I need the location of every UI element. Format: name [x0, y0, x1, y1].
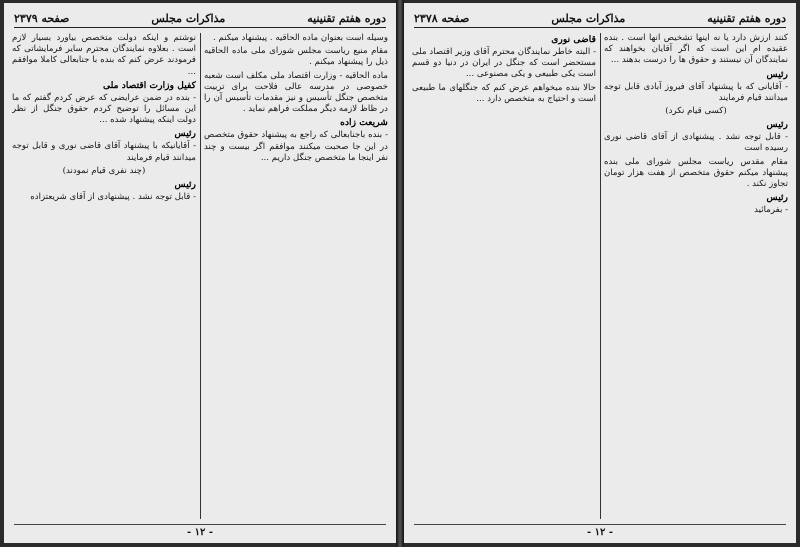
paragraph: کنند ارزش دارد یا نه اینها تشخیص آنها است . بنده عقیده ام این است که اگر آقایان بخواهند که نمایندگان آن نیستند و حقوق ها را درست بدهند ...: [604, 33, 788, 66]
right-page-right-column: [604, 33, 788, 521]
left-page-left-column: [12, 33, 196, 521]
speaker-name: رئیس: [174, 128, 196, 140]
paragraph: - قابل توجه نشد . پیشنهادی از آقای شریعتزاده: [30, 192, 196, 203]
paragraph: - بنده باجنابعالی که راجع به پیشنهاد حقوق متخصص در این جا صحبت میکنند موافقم اگر بیست و چند نفر اینجا ما متخصص جنگل داریم ...: [204, 130, 388, 163]
right-page-header: [414, 9, 786, 28]
speaker-name: رئیس: [766, 192, 788, 204]
page-number-label: صفحه ۲۳۷۸: [414, 11, 470, 25]
paragraph: - قابل توجه نشد . پیشنهادی از آقای قاضی نوری رسیده است: [604, 132, 788, 154]
left-page-header: [14, 9, 386, 28]
paragraph: مقام مقدس ریاست مجلس شورای ملی بنده پیشنهاد میکنم حقوق متخصص از هفت هزار تومان تجاوز نکند .: [604, 156, 788, 190]
paragraph: - بفرمائید: [754, 205, 788, 216]
running-head-period: دوره هفتم تقنینیه: [307, 11, 386, 25]
paragraph: حالا بنده میخواهم عرض کنم که جنگلهای ما طبیعی است و احتیاج به متخصص دارد ...: [412, 82, 596, 104]
paragraph: - آقایانیکه با پیشنهاد آقای قاضی نوری و قابل توجه میدانند قیام فرمایند: [12, 141, 196, 163]
speaker-name: شریعت زاده: [340, 117, 388, 129]
left-page-right-column: [204, 33, 388, 521]
page-number-label: صفحه ۲۳۷۹: [14, 11, 70, 25]
speaker-name: رئیس: [174, 179, 196, 191]
paragraph: - بنده در ضمن عرایضی که عرض کردم گفتم که ما این مسائل را توضیح کردم حقوق جنگل از نظر دولت اینکه پیشنهاد شده ...: [12, 92, 196, 126]
running-head-period: دوره هفتم تقنینیه: [707, 11, 786, 25]
paragraph: - البته خاطر نمایندگان محترم آقای وزیر اقتصاد ملی مستحضر است که جنگل در ایران در دنیا دو قسم است یکی طبیعی و یکی مصنوعی ...: [412, 47, 596, 80]
speaker-name: رئیس: [766, 119, 788, 131]
paragraph: - آقایانی که با پیشنهاد آقای فیروز آبادی قابل توجه میدانند قیام فرمایند: [604, 81, 788, 103]
footer-rule: [414, 524, 786, 525]
paragraph: مقام منیع ریاست مجلس شورای ملی ماده الحاقیه ذیل را پیشنهاد میکنم .: [204, 46, 388, 68]
paragraph: (کسی قیام نکرد): [665, 106, 727, 117]
paragraph: وسیله است بعنوان ماده الحاقیه . پیشنهاد میکنم .: [213, 33, 388, 43]
paragraph: ماده الحاقیه - وزارت اقتصاد ملی مکلف است شعبه خصوصی در مدرسه عالی فلاحت برای تربیت متخصص جنگل تأسیس و نیز مقدمات تأسیس آن را در ظاظ لازمه دیگر مملکت فراهم نماید .: [204, 70, 388, 115]
running-head-title: مذاکرات مجلس: [551, 11, 626, 25]
speaker-name: قاضی نوری: [551, 34, 596, 45]
speaker-name: رئیس: [766, 68, 788, 80]
page-footer-number: - ۱۲ -: [586, 527, 613, 538]
left-page: [4, 3, 396, 543]
paragraph: (چند نفری قیام نمودند): [62, 165, 146, 176]
right-page-columns: [412, 33, 788, 521]
paragraph: نوشتم و اینکه دولت متخصص بیاورد بسیار لازم است . بعلاوه نمایندگان محترم سایر فرمایشاتی که فرمودند عرض کنم که بنده با جنابعالی کاملا موافقم ...: [12, 33, 196, 77]
page-footer-number: - ۱۲ -: [186, 527, 213, 538]
book-gutter: [396, 0, 404, 547]
running-head-title: مذاکرات مجلس: [151, 11, 226, 25]
right-page: [404, 3, 796, 543]
speaker-name: کفیل وزارت اقتصاد ملی: [102, 79, 196, 91]
right-page-left-column: [412, 33, 596, 521]
footer-rule: [14, 524, 386, 525]
left-page-columns: [12, 33, 388, 521]
